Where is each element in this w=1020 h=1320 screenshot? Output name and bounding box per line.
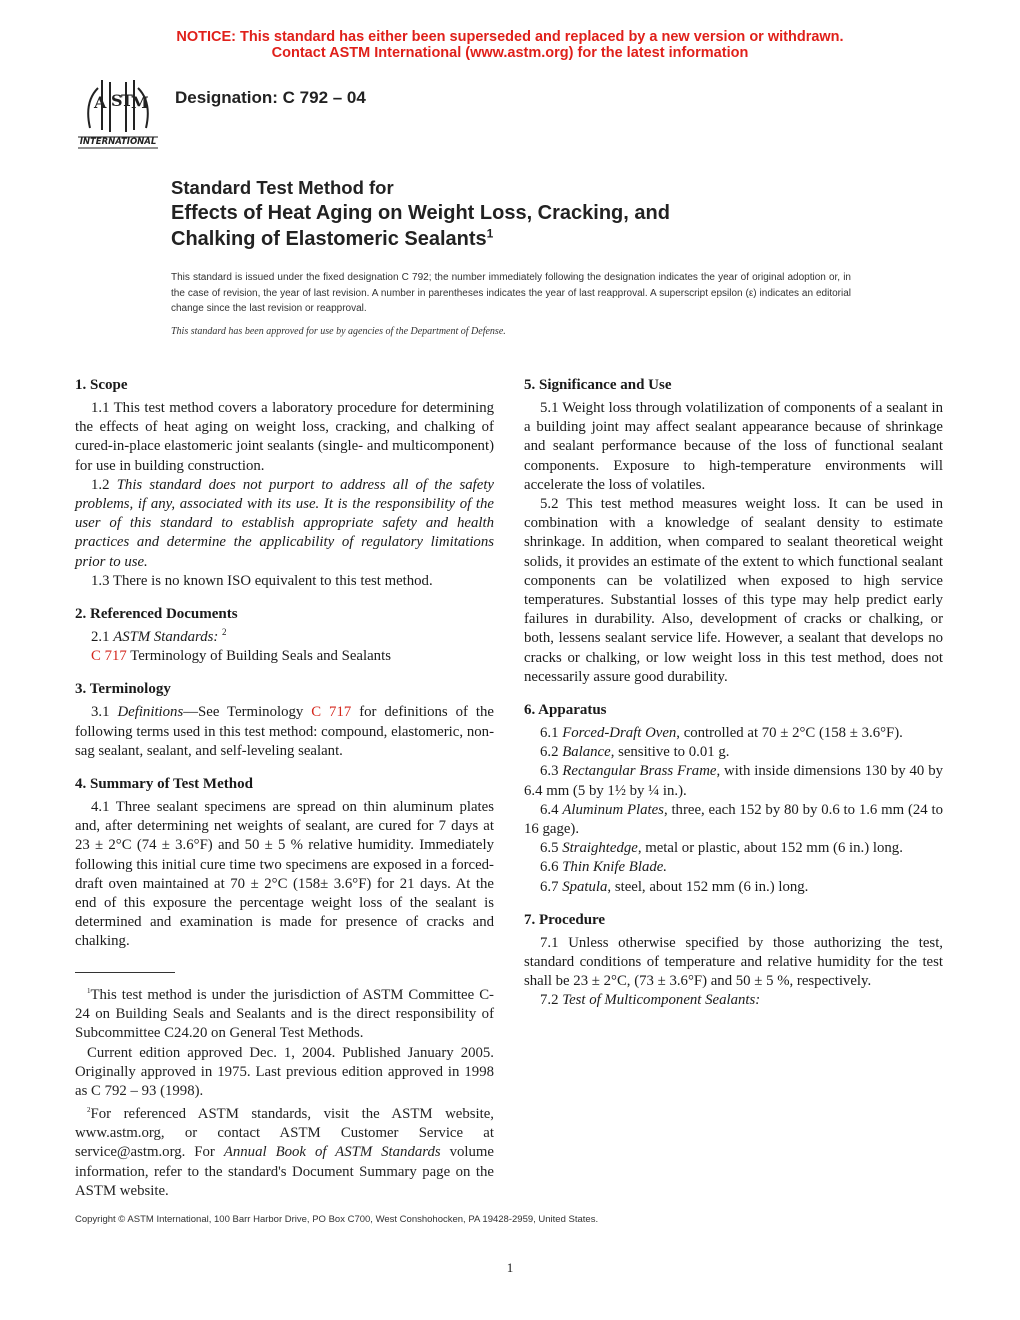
svg-text:A: A — [94, 93, 107, 112]
paragraph-3-1-text-b: for definitions of the following terms used in this test method: compound, elastomeric, non-sag sealant, sealant, and self-leveling sealant. — [75, 704, 494, 759]
paragraph-2-1 — [75, 628, 494, 647]
apparatus-item-name: Straightedge — [562, 840, 638, 857]
footnote-2-mark: 2 — [87, 1106, 91, 1115]
left-column — [75, 372, 494, 952]
paragraph-5-2: 5.2 This test method measures weight loss. It can be used in combination with a knowledge of sealant density to estimate shrinkage. In addition, when compared to sealant theoretical weight solids, it provides an estimate of the extent to which functional sealant components can be volatilized when exposed to high service temperatures. Substantial losses of this type may help predict early failures in durability. Also, development of cracks or chalking, or both, lessens sealant service life. However, a sealant that develops no cracks or chalking, or low weight loss in this test method, does not necessarily assure good durability. — [524, 496, 943, 685]
apparatus-item — [524, 724, 943, 743]
apparatus-item — [524, 878, 943, 897]
apparatus-item-text: , steel, about 152 mm (6 in.) long. — [607, 878, 809, 895]
apparatus-item-text: , with inside dimensions 130 by 40 by 6.4 mm (5 by 1½ by ¼ in.). — [524, 763, 943, 799]
apparatus-item-name: Aluminum Plates — [562, 801, 664, 818]
svg-text:S: S — [111, 91, 123, 110]
apparatus-item-num: 6.6 — [540, 859, 563, 876]
paragraph-4-1: 4.1 Three sealant specimens are spread on thin aluminum plates and, after determining net weights of sealant, are cured for 7 days at 23 ± 2°C (74 ± 3.6°F) and 50 ± 5 % relative humidity. Immediately following this initial cure time two specimens are exposed in a forced-draft oven maintained at 70 ± 2°C (158± 3.6°F) for 21 days. At the end of this exposure the percentage weight loss of the sealant is determined and examination is made for presence of cracks and chalking. — [75, 799, 494, 950]
paragraph-5-1: 5.1 Weight loss through volatilization of components of a sealant in a building joint may affect sealant appearance because of shrinkage and sealant performance because of the loss of functional sealant components. Exposure to high-temperature environments will accelerate the loss of volatiles. — [524, 400, 943, 493]
section-heading-summary: 4. Summary of Test Method — [75, 776, 253, 793]
logo-text: INTERNATIONAL — [79, 137, 157, 147]
preamble: This standard is issued under the fixed designation C 792; the number immediately following the designation indicates the year of original adoption or, in the case of revision, the year of last revision. A number in parentheses indicates the year of last reapproval. A superscript epsilon (ε) indicates an editorial change since the last revision or reapproval. — [171, 272, 851, 314]
paragraph-7-2 — [524, 991, 943, 1010]
section-heading-referenced-documents: 2. Referenced Documents — [75, 606, 238, 623]
apparatus-item-num: 6.1 — [540, 725, 563, 742]
apparatus-item-num: 6.3 — [540, 763, 563, 780]
apparatus-item-num: 6.7 — [540, 878, 563, 895]
astm-international-logo-icon — [76, 72, 160, 152]
footnote-divider — [75, 972, 175, 973]
apparatus-item — [524, 762, 943, 800]
title-line-1: Standard Test Method for — [171, 177, 394, 198]
paragraph-1-1: 1.1 This test method covers a laboratory procedure for determining the effects of heat aging on weight loss, cracking, and chalking of cured-in-place elastomeric joint sealants (single- and multicomponent) for use in building construction. — [75, 400, 494, 474]
apparatus-item — [524, 839, 943, 858]
paragraph-2-1-sup: 2 — [222, 627, 227, 638]
apparatus-item-text: , controlled at 70 ± 2°C (158 ± 3.6°F). — [676, 725, 903, 742]
paragraph-3-1-term: Definitions — [117, 704, 184, 721]
page-number: 1 — [506, 1260, 514, 1275]
reference-c717-title: Terminology of Building Seals and Sealants — [126, 648, 391, 665]
apparatus-item — [524, 858, 943, 877]
paragraph-3-1-num: 3.1 — [91, 704, 118, 721]
paragraph-3-1 — [75, 703, 494, 761]
section-heading-terminology: 3. Terminology — [75, 681, 171, 698]
paragraph-2-1-text: ASTM Standards: — [113, 629, 219, 646]
paragraph-2-1-num: 2.1 — [91, 629, 114, 646]
footnote-2-text-b: volume information, refer to the standard's Document Summary page on the ASTM website. — [75, 1144, 494, 1199]
svg-text:M: M — [131, 93, 149, 112]
paragraph-3-1-text-a: —See Terminology — [183, 704, 312, 721]
apparatus-item-name: Forced-Draft Oven — [562, 725, 677, 742]
reference-c717-link[interactable]: C 717 — [91, 648, 127, 665]
apparatus-item — [524, 801, 943, 839]
title-line-3-text: Chalking of Elastomeric Sealants — [171, 228, 487, 250]
notice-line-2: Contact ASTM International (www.astm.org) for the latest information — [271, 45, 749, 61]
apparatus-item-name: Thin Knife Blade. — [562, 859, 668, 876]
paragraph-7-2-num: 7.2 — [540, 992, 563, 1009]
paragraph-1-2-text: This standard does not purport to address all of the safety problems, if any, associated with its use. It is the responsibility of the user of this standard to establish appropriate safety and health practices and determine the applicability of regulatory limitations prior to use. — [75, 476, 494, 570]
apparatus-item-num: 6.4 — [540, 801, 563, 818]
footnotes — [75, 982, 494, 1201]
apparatus-item-name: Spatula — [562, 878, 608, 895]
paragraph-1-3: 1.3 There is no known ISO equivalent to this test method. — [91, 572, 433, 589]
footnote-2-italic: Annual Book of ASTM Standards — [223, 1144, 441, 1161]
document-title — [171, 176, 871, 252]
apparatus-item-num: 6.2 — [540, 744, 563, 761]
paragraph-1-2-num: 1.2 — [91, 476, 117, 493]
reference-c717 — [75, 647, 494, 666]
apparatus-item-text: , metal or plastic, about 152 mm (6 in.) long. — [637, 840, 903, 857]
section-heading-scope: 1. Scope — [75, 377, 128, 393]
defense-note: This standard has been approved for use by agencies of the Department of Defense. — [171, 326, 506, 337]
footnote-1-mark: 1 — [87, 987, 91, 995]
designation: Designation: C 792 – 04 — [175, 88, 366, 107]
apparatus-item-text: , sensitive to 0.01 g. — [610, 744, 730, 761]
apparatus-item-name: Balance — [562, 744, 611, 761]
terminology-c717-link[interactable]: C 717 — [311, 704, 352, 721]
footnote-2-text-a: For referenced ASTM standards, visit the ASTM website, www.astm.org, or contact ASTM Customer Service at service@astm.org. For — [75, 1106, 494, 1161]
title-line-2: Effects of Heat Aging on Weight Loss, Cracking, and — [171, 202, 670, 224]
apparatus-item-text: , three, each 152 by 80 by 0.6 to 1.6 mm (24 to 16 gage). — [524, 801, 943, 838]
footnote-1-edition: Current edition approved Dec. 1, 2004. Published January 2005. Originally approved in 1975. Last previous edition approved in 1998 as C 792 – 93 (1998). — [75, 1044, 494, 1099]
title-line-3 — [171, 226, 871, 252]
footnote-2 — [75, 1101, 494, 1201]
right-column — [524, 372, 943, 1011]
copyright-line: Copyright © ASTM International, 100 Barr Harbor Drive, PO Box C700, West Conshohocken, PA 19428-2959, United States. — [75, 1214, 599, 1225]
paragraph-1-2 — [75, 476, 494, 572]
section-heading-apparatus: 6. Apparatus — [524, 702, 607, 719]
title-footnote-mark: 1 — [486, 226, 494, 241]
paragraph-7-2-text: Test of Multicomponent Sealants: — [562, 992, 761, 1009]
apparatus-item-name: Rectangular Brass Frame — [562, 763, 717, 780]
apparatus-item — [524, 743, 943, 762]
footnote-1 — [75, 982, 494, 1044]
apparatus-item-num: 6.5 — [540, 840, 563, 857]
section-heading-procedure: 7. Procedure — [524, 911, 606, 928]
paragraph-7-1: 7.1 Unless otherwise specified by those authorizing the test, standard conditions of temperature and relative humidity for the test shall be 23 ± 2°C, (73 ± 3.6°F) and 50 ± 5 %, respectively. — [524, 934, 943, 990]
section-heading-significance: 5. Significance and Use — [524, 377, 672, 393]
svg-text:T: T — [121, 91, 133, 110]
notice-line-1: NOTICE: This standard has either been superseded and replaced by a new version or withdrawn. — [176, 29, 844, 45]
footnote-1-text: This test method is under the jurisdiction of ASTM Committee C-24 on Building Seals and Sealants and is the direct responsibility of Subcommittee C24.20 on General Test Methods. — [75, 986, 494, 1042]
